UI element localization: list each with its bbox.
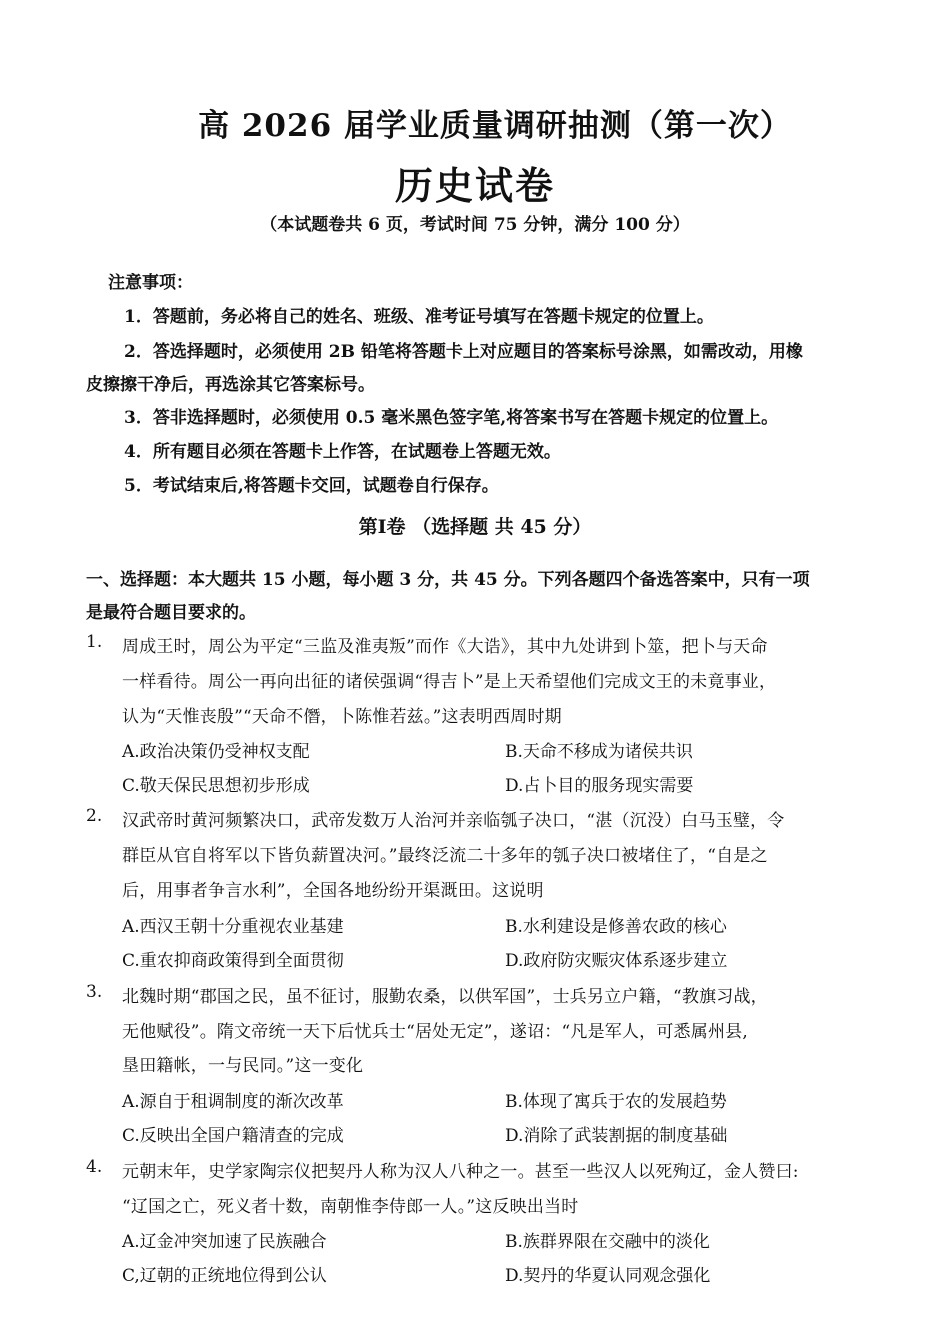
question-text: 群臣从官自将军以下皆负薪置决河。”最终泛流二十多年的瓠子决口被堵住了，“自是之 — [122, 846, 768, 866]
question-number: 4. — [86, 1157, 103, 1177]
question-text: 周成王时，周公为平定“三监及淮夷叛”而作《大诰》，其中九处讲到卜筮，把卜与天命 — [122, 637, 768, 657]
notice-line: 1．答题前，务必将自己的姓名、班级、准考证号填写在答题卡规定的位置上。 — [124, 307, 714, 327]
notice-line: 皮擦擦干净后，再选涂其它答案标号。 — [86, 375, 375, 395]
notice-line: 3．答非选择题时，必须使用 0.5 毫米黑色签字笔,将答案书写在答题卡规定的位置上。 — [124, 408, 779, 428]
option-c: C.重农抑商政策得到全面贯彻 — [122, 951, 344, 971]
option-b: B.族群界限在交融中的淡化 — [505, 1232, 710, 1252]
option-c: C.反映出全国户籍清查的完成 — [122, 1126, 344, 1146]
part-instruction: 是最符合题目要求的。 — [86, 603, 256, 623]
question-number: 2. — [86, 806, 103, 826]
question-text: 无他赋役”。隋文帝统一天下后忧兵士“居处无定”，遂诏：“凡是军人，可悉属州县, — [122, 1022, 748, 1042]
notice-heading: 注意事项： — [108, 273, 193, 293]
option-b: B.体现了寓兵于农的发展趋势 — [505, 1092, 727, 1112]
option-b: B.水利建设是修善农政的核心 — [505, 917, 727, 937]
question-text: 后，用事者争言水利”，全国各地纷纷开渠溉田。这说明 — [122, 881, 544, 901]
option-a: A.辽金冲突加速了民族融合 — [122, 1232, 327, 1252]
section-title: 第Ⅰ卷 （选择题 共 45 分） — [358, 516, 592, 538]
option-b: B.天命不移成为诸侯共识 — [505, 742, 693, 762]
exam-meta: （本试题卷共 6 页，考试时间 75 分钟，满分 100 分） — [260, 215, 690, 235]
question-text: “辽国之亡，死义者十数，南朝惟李侍郎一人。”这反映出当时 — [122, 1197, 579, 1217]
option-a: A.政治决策仍受神权支配 — [122, 742, 310, 762]
question-number: 1. — [86, 632, 103, 652]
option-d: D.契丹的华夏认同观念强化 — [505, 1266, 711, 1286]
question-text: 垦田籍帐，一与民同。”这一变化 — [122, 1056, 364, 1076]
exam-title: 高 2026 届学业质量调研抽测（第一次） — [198, 108, 792, 144]
question-text: 汉武帝时黄河频繁决口，武帝发数万人治河并亲临瓠子决口，“湛（沉没）白马玉璧，令 — [122, 811, 785, 831]
option-c: C.敬天保民思想初步形成 — [122, 776, 310, 796]
question-text: 元朝末年，史学家陶宗仪把契丹人称为汉人八种之一。甚至一些汉人以死殉辽，金人赞曰: — [122, 1162, 799, 1182]
option-a: A.西汉王朝十分重视农业基建 — [122, 917, 344, 937]
option-d: D.占卜目的服务现实需要 — [505, 776, 694, 796]
question-number: 3. — [86, 982, 103, 1002]
option-d: D.政府防灾赈灾体系逐步建立 — [505, 951, 728, 971]
notice-line: 5．考试结束后,将答题卡交回，试题卷自行保存。 — [124, 476, 499, 496]
notice-line: 4．所有题目必须在答题卡上作答，在试题卷上答题无效。 — [124, 442, 561, 462]
question-text: 一样看待。周公一再向出征的诸侯强调“得吉卜”是上天希望他们完成文王的未竟事业， — [122, 672, 777, 692]
part-instruction: 一、选择题：本大题共 15 小题，每小题 3 分，共 45 分。下列各题四个备选答案中，只有一项 — [86, 570, 810, 590]
option-a: A.源自于租调制度的渐次改革 — [122, 1092, 344, 1112]
option-c: C,辽朝的正统地位得到公认 — [122, 1266, 327, 1286]
notice-line: 2．答选择题时，必须使用 2B 铅笔将答题卡上对应题目的答案标号涂黑，如需改动，用橡 — [124, 342, 803, 362]
exam-subject: 历史试卷 — [394, 163, 555, 208]
option-d: D.消除了武装割据的制度基础 — [505, 1126, 728, 1146]
question-text: 认为“天惟丧殷”“天命不僭，卜陈惟若兹。”这表明西周时期 — [122, 707, 562, 727]
question-text: 北魏时期“郡国之民，虽不征讨，服勤农桑，以供军国”，士兵另立户籍，“教旗习战， — [122, 987, 768, 1007]
